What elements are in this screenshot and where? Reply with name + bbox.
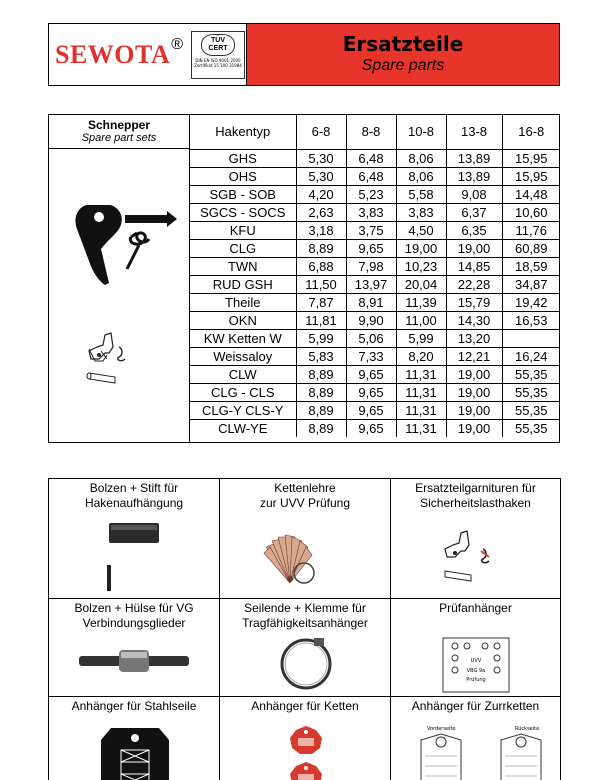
price-row (190, 149, 560, 167)
hook-type-cell: SGB - SOB (190, 185, 296, 203)
price-cell: 13,97 (346, 275, 396, 293)
price-row (190, 347, 560, 365)
acc-caption-ketten: Anhänger für Ketten (220, 697, 391, 720)
price-cell: 13,20 (446, 329, 502, 347)
acc-image-stahlseile (49, 720, 220, 780)
accessories-row-1-captions (49, 479, 561, 513)
price-cell: 11,81 (296, 311, 346, 329)
price-cell: 3,83 (346, 203, 396, 221)
price-row (190, 275, 560, 293)
price-row (190, 167, 560, 185)
price-cell: 5,58 (396, 185, 446, 203)
price-cell: 8,89 (296, 383, 346, 401)
price-cell: 19,00 (446, 383, 502, 401)
price-cell: 6,48 (346, 149, 396, 167)
price-cell: 11,39 (396, 293, 446, 311)
price-cell: 9,65 (346, 401, 396, 419)
pruef-tag-label: Prüfung (466, 677, 486, 683)
price-row (190, 329, 560, 347)
price-cell: 18,59 (502, 257, 560, 275)
spare-part-images (49, 149, 190, 442)
acc-image-zurrketten (391, 720, 561, 780)
col-size-16-8: 16-8 (502, 115, 560, 149)
price-row (190, 257, 560, 275)
price-cell: 5,30 (296, 167, 346, 185)
price-cell: 3,83 (396, 203, 446, 221)
spare-set-illustration (49, 329, 190, 429)
price-row (190, 185, 560, 203)
price-cell: 55,35 (502, 383, 560, 401)
spare-parts-table (48, 114, 560, 443)
hook-type-cell: KFU (190, 221, 296, 239)
page-header (48, 23, 560, 86)
price-cell: 4,50 (396, 221, 446, 239)
price-cell: 8,89 (296, 239, 346, 257)
price-cell: 5,30 (296, 149, 346, 167)
acc-image-bolzen-stift (49, 513, 220, 599)
pruef-tag-vbg: VBG 9a (466, 668, 486, 674)
price-cell: 10,60 (502, 203, 560, 221)
price-row (190, 203, 560, 221)
pruef-tag-uvv: UVV (470, 658, 482, 664)
zurr-tag-front-label: Vorderseite (427, 725, 456, 732)
acc-image-ketten (220, 720, 391, 780)
hook-type-cell: TWN (190, 257, 296, 275)
acc-image-bolzen-huelse (49, 632, 220, 697)
col-hakentyp: Hakentyp (190, 115, 296, 149)
price-cell: 7,98 (346, 257, 396, 275)
price-cell: 3,75 (346, 221, 396, 239)
price-cell: 34,87 (502, 275, 560, 293)
price-cell: 19,00 (446, 419, 502, 437)
price-cell: 3,18 (296, 221, 346, 239)
price-cell: 14,30 (446, 311, 502, 329)
price-cell: 19,00 (446, 365, 502, 383)
acc-image-seilende-klemme (220, 632, 391, 697)
price-cell: 8,89 (296, 419, 346, 437)
price-row (190, 221, 560, 239)
acc-image-pruefanhaenger (391, 632, 561, 697)
price-cell: 5,23 (346, 185, 396, 203)
price-cell: 5,99 (296, 329, 346, 347)
price-row (190, 401, 560, 419)
price-cell: 12,21 (446, 347, 502, 365)
price-cell: 7,33 (346, 347, 396, 365)
acc-image-kettenlehre (220, 513, 391, 599)
price-cell: 9,65 (346, 365, 396, 383)
price-cell: 5,99 (396, 329, 446, 347)
price-cell: 14,48 (502, 185, 560, 203)
hook-type-cell: GHS (190, 149, 296, 167)
price-cell: 16,24 (502, 347, 560, 365)
acc-image-ersatzteilgarnituren (391, 513, 561, 599)
price-cell: 9,08 (446, 185, 502, 203)
price-cell: 15,95 (502, 149, 560, 167)
sets-title-de: Schnepper (87, 118, 150, 132)
accessories-row-3-images (49, 720, 561, 780)
price-cell: 19,00 (446, 239, 502, 257)
price-cell: 6,35 (446, 221, 502, 239)
price-cell: 4,20 (296, 185, 346, 203)
price-grid (190, 115, 560, 437)
col-size-13-8: 13-8 (446, 115, 502, 149)
price-cell: 2,63 (296, 203, 346, 221)
price-cell: 9,65 (346, 383, 396, 401)
price-cell: 55,35 (502, 365, 560, 383)
price-cell: 5,06 (346, 329, 396, 347)
price-grid-header (190, 115, 560, 149)
registered-mark: ® (171, 36, 184, 53)
price-cell: 60,89 (502, 239, 560, 257)
price-cell: 15,95 (502, 167, 560, 185)
page-subtitle: Spare parts (361, 57, 445, 74)
tuv-logo-bottom: CERT (208, 44, 228, 52)
price-cell: 9,90 (346, 311, 396, 329)
price-cell: 8,20 (396, 347, 446, 365)
spare-part-sets-header (49, 115, 190, 149)
price-cell: 19,00 (396, 239, 446, 257)
col-size-6-8: 6-8 (296, 115, 346, 149)
tuv-logo (201, 34, 235, 56)
latch-illustration (49, 149, 190, 329)
price-cell: 9,65 (346, 239, 396, 257)
price-cell: 11,76 (502, 221, 560, 239)
price-cell: 20,04 (396, 275, 446, 293)
price-cell: 6,88 (296, 257, 346, 275)
page-title: Ersatzteile (342, 32, 464, 56)
price-row (190, 365, 560, 383)
accessories-row-2-captions (49, 598, 561, 632)
acc-caption-bolzen-stift: Bolzen + Stift für Hakenaufhängung (49, 479, 220, 513)
hook-type-cell: OHS (190, 167, 296, 185)
price-cell: 11,31 (396, 383, 446, 401)
hook-type-cell: OKN (190, 311, 296, 329)
accessories-row-2-images (49, 632, 561, 697)
sets-title-en: Spare part sets (81, 132, 157, 144)
price-cell: 22,28 (446, 275, 502, 293)
price-cell: 7,87 (296, 293, 346, 311)
tuv-cert-text (194, 58, 242, 68)
price-row (190, 293, 560, 311)
brand-area (49, 24, 247, 85)
acc-caption-ersatzteilgarnituren: Ersatzteilgarnituren für Sicherheitslasthaken (391, 479, 561, 513)
hook-type-cell: KW Ketten W (190, 329, 296, 347)
price-cell: 11,00 (396, 311, 446, 329)
price-cell: 5,83 (296, 347, 346, 365)
price-cell: 8,06 (396, 167, 446, 185)
price-cell: 14,85 (446, 257, 502, 275)
price-cell: 10,23 (396, 257, 446, 275)
accessories-row-1-images (49, 513, 561, 599)
price-row (190, 311, 560, 329)
title-box (247, 24, 559, 85)
tuv-cert-line1: DIN EN ISO 9001:2000 (195, 57, 241, 63)
price-cell: 13,89 (446, 149, 502, 167)
price-cell: 6,37 (446, 203, 502, 221)
zurr-tag-back-label: Rückseite (515, 725, 540, 732)
brand-name: SEWOTA (55, 39, 171, 69)
price-cell: 6,48 (346, 167, 396, 185)
price-cell: 11,31 (396, 401, 446, 419)
price-cell: 16,53 (502, 311, 560, 329)
price-cell: 55,35 (502, 401, 560, 419)
price-cell: 15,79 (446, 293, 502, 311)
price-cell: 19,42 (502, 293, 560, 311)
price-cell: 55,35 (502, 419, 560, 437)
price-cell: 8,89 (296, 365, 346, 383)
price-row (190, 419, 560, 437)
price-cell: 19,00 (446, 401, 502, 419)
price-row (190, 239, 560, 257)
price-row (190, 383, 560, 401)
price-cell: 8,91 (346, 293, 396, 311)
price-cell: 8,06 (396, 149, 446, 167)
price-cell: 8,89 (296, 401, 346, 419)
acc-caption-bolzen-huelse: Bolzen + Hülse für VG Verbindungsglieder (49, 598, 220, 632)
acc-caption-zurrketten: Anhänger für Zurrketten (391, 697, 561, 720)
hook-type-cell: SGCS - SOCS (190, 203, 296, 221)
acc-caption-pruefanhaenger: Prüfanhänger (391, 598, 561, 632)
price-cell: 11,31 (396, 365, 446, 383)
col-size-8-8: 8-8 (346, 115, 396, 149)
price-cell: 11,50 (296, 275, 346, 293)
hook-type-cell: CLG (190, 239, 296, 257)
acc-caption-stahlseile: Anhänger für Stahlseile (49, 697, 220, 720)
hook-type-cell: CLW (190, 365, 296, 383)
accessories-row-3-captions (49, 697, 561, 720)
hook-type-cell: CLG-Y CLS-Y (190, 401, 296, 419)
tuv-logo-top: TÜV (211, 36, 226, 44)
hook-type-cell: RUD GSH (190, 275, 296, 293)
hook-type-cell: CLW-YE (190, 419, 296, 437)
col-size-10-8: 10-8 (396, 115, 446, 149)
acc-caption-kettenlehre: Kettenlehre zur UVV Prüfung (220, 479, 391, 513)
tuv-cert-line2: Zertifikat 15 100 31984 (194, 62, 242, 68)
price-cell: 9,65 (346, 419, 396, 437)
accessories-table (48, 478, 561, 780)
tuv-cert-badge (191, 31, 245, 79)
hook-type-cell: CLG - CLS (190, 383, 296, 401)
price-cell: 13,89 (446, 167, 502, 185)
hook-type-cell: Weissaloy (190, 347, 296, 365)
acc-caption-seilende-klemme: Seilende + Klemme für Tragfähigkeitsanhänger (220, 598, 391, 632)
hook-type-cell: Theile (190, 293, 296, 311)
price-cell: 11,31 (396, 419, 446, 437)
price-cell (502, 329, 560, 347)
